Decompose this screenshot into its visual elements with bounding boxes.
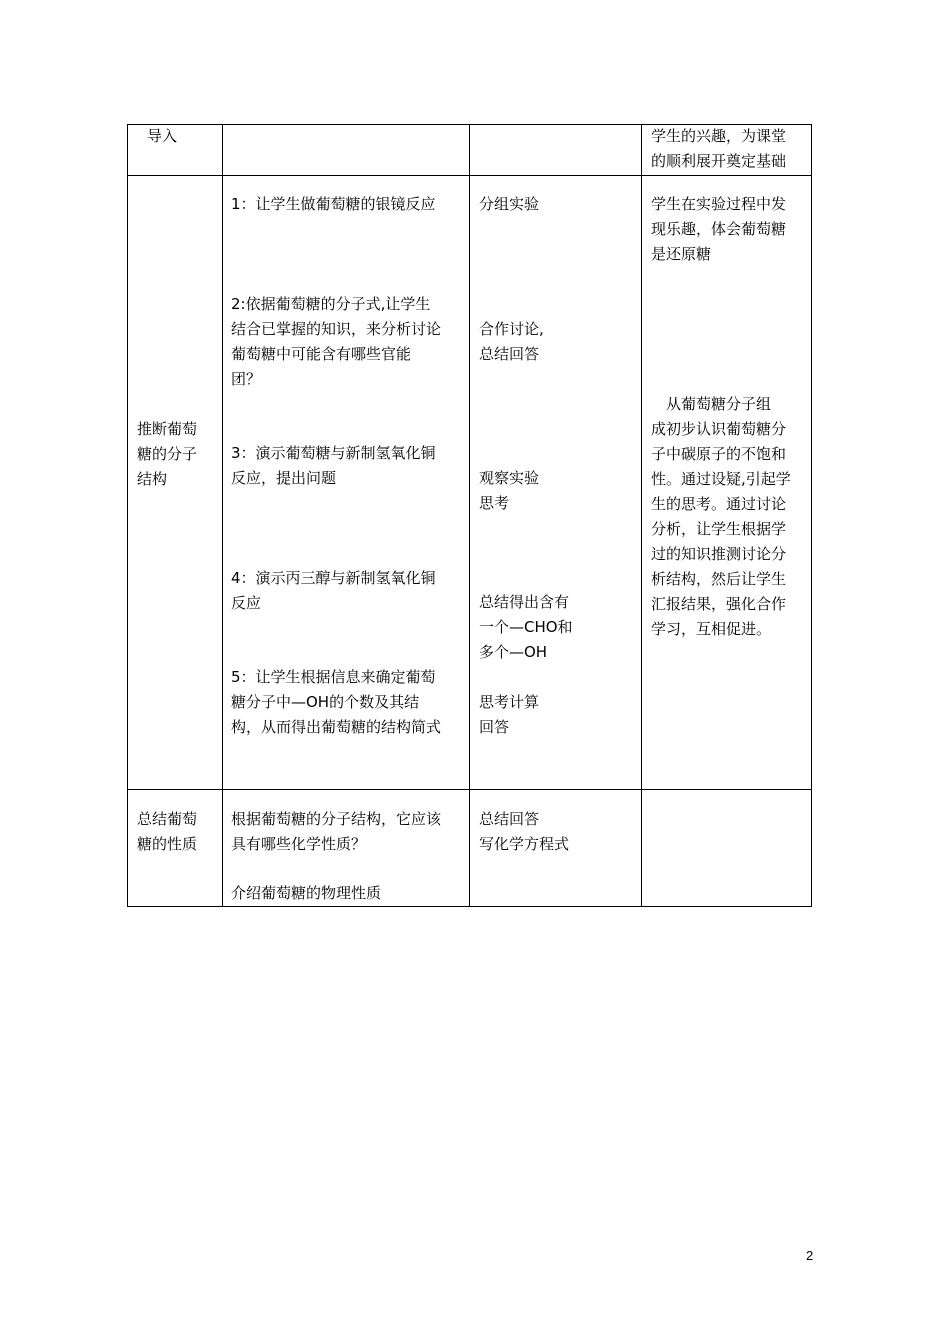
teacher-activity-item: 根据葡萄糖的分子结构，它应该 具有哪些化学性质？ bbox=[231, 810, 442, 853]
teacher-activity-item: 1：让学生做葡萄糖的银镜反应 bbox=[231, 195, 436, 213]
teacher-activity-item: 3：演示葡萄糖与新制氢氧化铜 反应，提出问题 bbox=[231, 444, 436, 487]
student-activity-item: 总结回答 写化学方程式 bbox=[479, 810, 570, 853]
student-activity-item: 观察实验 思考 bbox=[479, 469, 540, 512]
table-border-left bbox=[127, 124, 128, 907]
intent-cell: 学生的兴趣，为课堂 的顺利展开奠定基础 bbox=[651, 127, 787, 170]
page-number: 2 bbox=[806, 1248, 814, 1263]
stage-cell: 推断葡萄 糖的分子 结构 bbox=[137, 420, 198, 488]
student-activity-item: 总结得出含有 一个—CHO和 多个—OH bbox=[479, 593, 573, 661]
teacher-activity-item: 介绍葡萄糖的物理性质 bbox=[231, 884, 382, 902]
teacher-activity-item: 4：演示丙三醇与新制氢氧化铜 反应 bbox=[231, 569, 436, 612]
column-divider bbox=[469, 124, 470, 907]
intent-cell: 从葡萄糖分子组 成初步认识葡萄糖分 子中碳原子的不饱和 性。通过设疑,引起学 生的思考。通过讨论 分析，让学生根据学 过的知识推测讨论分 析结构，然后让学生 汇报结果，强化合作 学习，互相促进。 bbox=[651, 395, 791, 638]
student-activity-item: 思考计算 回答 bbox=[479, 693, 540, 736]
student-activity-item: 分组实验 bbox=[479, 195, 540, 213]
stage-cell: 总结葡萄 糖的性质 bbox=[137, 810, 198, 853]
column-divider bbox=[641, 124, 642, 907]
teacher-activity-item: 5：让学生根据信息来确定葡萄 糖分子中—OH的个数及其结 构，从而得出葡萄糖的结构简式 bbox=[231, 668, 442, 736]
teacher-activity-item: 2:依据葡萄糖的分子式,让学生 结合已掌握的知识，来分析讨论 葡萄糖中可能含有哪些官能 团？ bbox=[231, 295, 442, 388]
table-border-right bbox=[811, 124, 812, 907]
lesson-plan-table bbox=[127, 124, 812, 907]
student-activity-item: 合作讨论, 总结回答 bbox=[479, 320, 544, 363]
column-divider bbox=[222, 124, 223, 907]
stage-cell: 导入 bbox=[147, 127, 178, 145]
intent-cell: 学生在实验过程中发 现乐趣，体会葡萄糖 是还原糖 bbox=[651, 195, 787, 263]
